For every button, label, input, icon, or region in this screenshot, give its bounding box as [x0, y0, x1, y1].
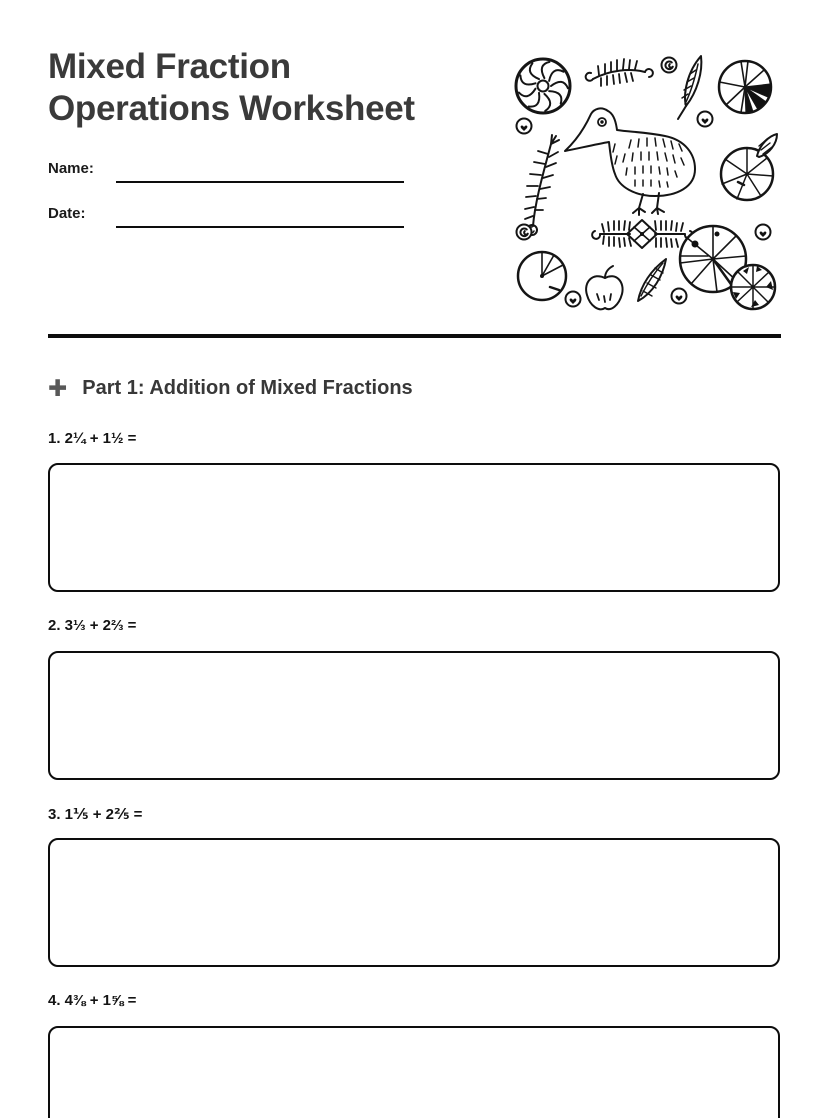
answer-box-2[interactable] [48, 651, 780, 780]
fern-sprig-icon [586, 59, 653, 86]
section-divider [48, 334, 781, 338]
heart-badge-icon [672, 289, 687, 304]
answer-box-3[interactable] [48, 838, 780, 967]
apple-icon [586, 266, 622, 309]
part1-heading-text: Part 1: Addition of Mixed Fractions [82, 377, 413, 399]
name-label: Name: [48, 160, 94, 177]
kiwi-bird-icon [565, 108, 695, 215]
page-title-line1: Mixed Fraction [48, 47, 291, 86]
page-title-line2: Operations Worksheet [48, 89, 415, 128]
fraction-pie-icon [731, 265, 775, 309]
heart-badge-icon [566, 292, 581, 307]
fraction-pie-icon [719, 61, 771, 113]
part1-heading [48, 375, 413, 401]
kiwi-doodle-illustration [505, 44, 790, 316]
heart-badge-icon [756, 225, 771, 240]
heart-badge-icon [698, 112, 713, 127]
problem-1-label: 1. 2¼ + 1½ = [48, 430, 137, 447]
date-label: Date: [48, 205, 86, 222]
leaf-icon [638, 259, 666, 301]
flower-wheel-icon [516, 59, 570, 113]
problem-2-label: 2. 3⅓ + 2⅔ = [48, 617, 137, 634]
kiwifruit-icon [721, 134, 777, 200]
answer-box-4[interactable] [48, 1026, 780, 1118]
feather-icon [678, 56, 701, 119]
koru-band-icon [592, 220, 693, 248]
heart-badge-icon [517, 119, 532, 134]
page-title [48, 46, 508, 130]
spiral-icon [662, 58, 677, 73]
clock-pie-icon [518, 252, 566, 300]
problem-4-label: 4. 4⅜ + 1⅝ = [48, 992, 137, 1009]
answer-box-1[interactable] [48, 463, 780, 592]
spiral-icon [517, 225, 532, 240]
name-line[interactable] [116, 181, 404, 183]
branch-fern-icon [525, 135, 559, 235]
plus-icon: ✚ [48, 375, 68, 401]
date-line[interactable] [116, 226, 404, 228]
problem-3-label: 3. 1⅕ + 2⅖ = [48, 806, 143, 823]
